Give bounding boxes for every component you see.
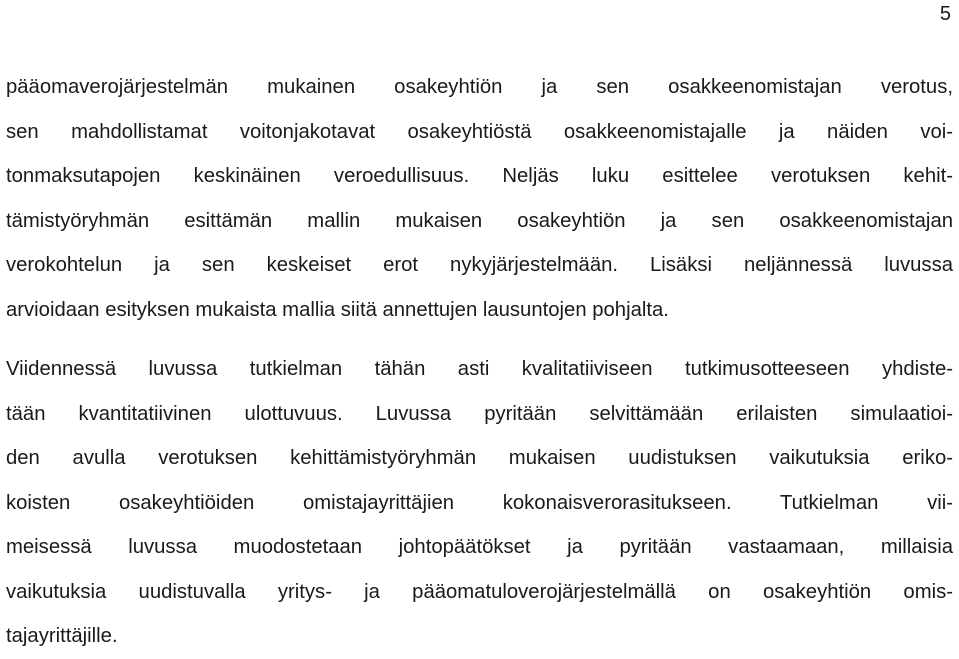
text-line: tämistyöryhmän esittämän mallin mukaisen osakeyhtiön ja sen osakkeenomistajan — [6, 209, 953, 232]
text-line: sen mahdollistamat voitonjakotavat osakeyhtiöstä osakkeenomistajalle ja näiden voi- — [6, 120, 953, 143]
paragraph-2 — [6, 347, 953, 659]
text-line: meisessä luvussa muodostetaan johtopäätökset ja pyritään vastaamaan, millaisia — [6, 536, 953, 558]
page-number: 5 — [939, 3, 951, 25]
text-line: verokohtelun ja sen keskeiset erot nykyjärjestelmään. Lisäksi neljännessä luvussa — [6, 254, 953, 276]
text-line: pääomaverojärjestelmän mukainen osakeyhtiön ja sen osakkeenomistajan verotus, — [6, 76, 953, 98]
paragraph-1 — [6, 65, 953, 332]
text-line: Viidennessä luvussa tutkielman tähän asti kvalitatiiviseen tutkimusotteeseen yhdiste- — [6, 358, 953, 380]
text-line: koisten osakeyhtiöiden omistajayrittäjien kokonaisverorasitukseen. Tutkielman vii- — [6, 491, 953, 514]
text-line: tajayrittäjille. — [6, 625, 118, 647]
text-line: den avulla verotuksen kehittämistyöryhmän mukaisen uudistuksen vaikutuksia eriko- — [6, 447, 953, 469]
text-line: arvioidaan esityksen mukaista mallia siitä annettujen lausuntojen pohjalta. — [6, 298, 669, 321]
text-line: vaikutuksia uudistuvalla yritys- ja pääomatuloverojärjestelmällä on osakeyhtiön omis- — [6, 580, 953, 603]
text-line: tään kvantitatiivinen ulottuvuus. Luvussa pyritään selvittämään erilaisten simulaatioi- — [6, 402, 953, 425]
text-line: tonmaksutapojen keskinäinen veroedullisuus. Neljäs luku esittelee verotuksen kehit- — [6, 165, 953, 187]
